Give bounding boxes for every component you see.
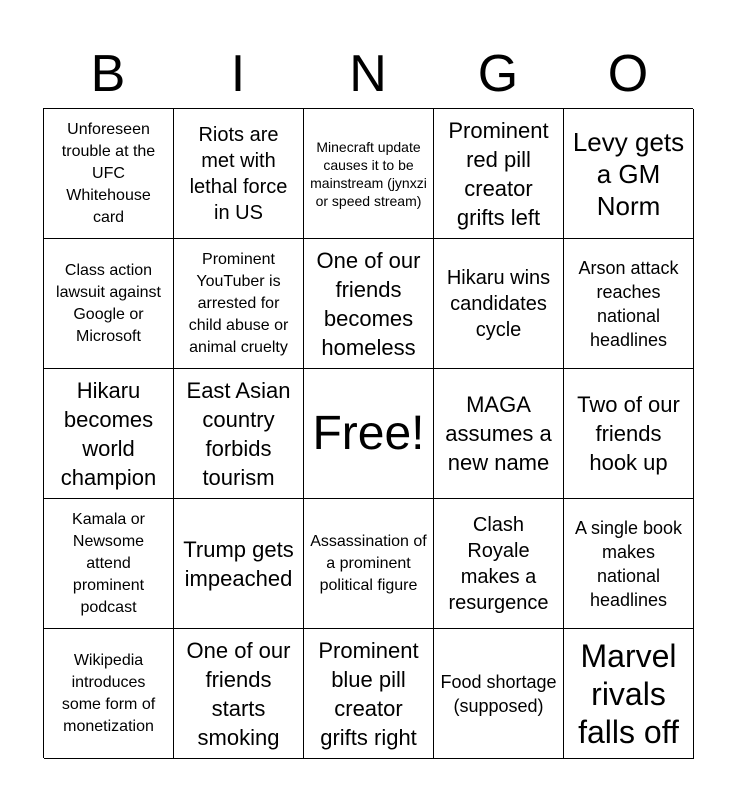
cell-text: Prominent blue pill creator grifts right xyxy=(318,637,419,750)
cell-text: Prominent YouTuber is arrested for child abuse or animal cruelty xyxy=(188,250,289,356)
bingo-cell[interactable] xyxy=(304,109,434,239)
header-letter-i: I xyxy=(230,45,246,103)
bingo-header xyxy=(43,40,693,108)
header-letter-b: B xyxy=(90,45,126,103)
bingo-cell[interactable] xyxy=(434,369,564,499)
bingo-cell[interactable] xyxy=(174,369,304,499)
cell-text: East Asian country forbids tourism xyxy=(186,377,291,490)
header-letter-n: N xyxy=(349,45,387,103)
bingo-cell[interactable] xyxy=(434,239,564,369)
cell-text: Two of our friends hook up xyxy=(577,392,680,475)
free-space-text: Free! xyxy=(312,406,425,460)
bingo-cell[interactable] xyxy=(174,629,304,759)
bingo-cell[interactable] xyxy=(564,109,694,239)
bingo-cell[interactable] xyxy=(44,369,174,499)
bingo-cell[interactable] xyxy=(304,629,434,759)
cell-text: Marvel rivals falls off xyxy=(578,637,679,750)
cell-text: Levy gets a GM Norm xyxy=(572,126,685,221)
header-letter-g: G xyxy=(477,45,519,103)
bingo-cell[interactable] xyxy=(564,369,694,499)
bingo-cell[interactable] xyxy=(44,239,174,369)
bingo-cell[interactable] xyxy=(434,499,564,629)
bingo-cell[interactable] xyxy=(434,629,564,759)
bingo-cell[interactable] xyxy=(564,629,694,759)
cell-text: Hikaru wins candidates cycle xyxy=(446,266,551,341)
cell-text: Minecraft update causes it to be mainstream (jynxzi or speed stream) xyxy=(310,138,427,209)
cell-text: Prominent red pill creator grifts left xyxy=(448,117,549,230)
cell-text: Food shortage (supposed) xyxy=(440,671,557,716)
cell-text: Hikaru becomes world champion xyxy=(60,377,157,490)
cell-text: MAGA assumes a new name xyxy=(445,392,552,475)
bingo-cell[interactable] xyxy=(304,239,434,369)
bingo-cell[interactable] xyxy=(44,499,174,629)
bingo-cell[interactable] xyxy=(174,239,304,369)
cell-text: Assassination of a prominent political figure xyxy=(310,532,427,594)
cell-text: Arson attack reaches national headlines xyxy=(578,257,679,350)
free-space-cell[interactable] xyxy=(304,369,434,499)
cell-text: Unforeseen trouble at the UFC Whitehouse card xyxy=(61,120,156,226)
bingo-cell[interactable] xyxy=(304,499,434,629)
cell-text: Class action lawsuit against Google or Microsoft xyxy=(56,261,161,345)
bingo-cell[interactable] xyxy=(174,499,304,629)
bingo-cell[interactable] xyxy=(174,109,304,239)
bingo-cell[interactable] xyxy=(44,629,174,759)
cell-text: Wikipedia introduces some form of monetization xyxy=(61,651,156,735)
bingo-cell[interactable] xyxy=(564,499,694,629)
cell-text: One of our friends becomes homeless xyxy=(316,247,421,360)
bingo-cell[interactable] xyxy=(434,109,564,239)
cell-text: Clash Royale makes a resurgence xyxy=(448,513,549,614)
cell-text: One of our friends starts smoking xyxy=(186,637,291,750)
cell-text: Riots are met with lethal force in US xyxy=(189,123,288,224)
bingo-cell[interactable] xyxy=(564,239,694,369)
bingo-cell[interactable] xyxy=(44,109,174,239)
bingo-grid xyxy=(43,108,693,758)
cell-text: Kamala or Newsome attend prominent podcast xyxy=(72,510,145,616)
header-letter-o: O xyxy=(607,45,649,103)
cell-text: A single book makes national headlines xyxy=(574,517,683,610)
cell-text: Trump gets impeached xyxy=(183,536,294,591)
